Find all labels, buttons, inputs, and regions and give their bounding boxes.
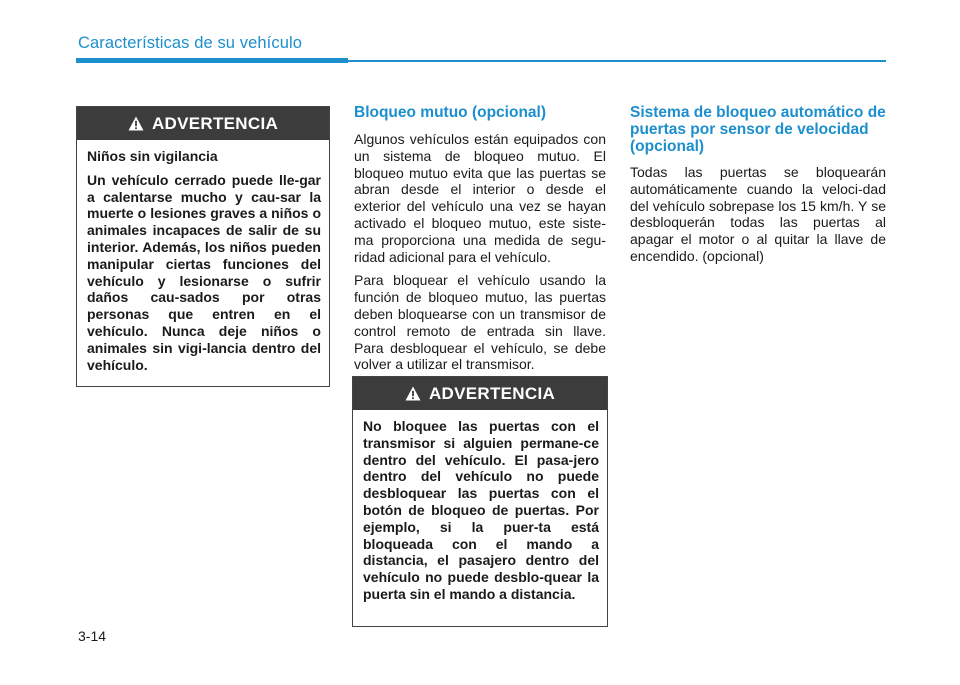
speed-lock-heading: Sistema de bloqueo automático de puertas por sensor de velocidad (opcional) — [630, 104, 886, 155]
warning-triangle-icon — [128, 116, 144, 131]
warning-box-transmitter — [352, 376, 608, 627]
warning-subtitle: Niños sin vigilancia — [87, 148, 218, 164]
mutual-lock-section — [354, 104, 606, 373]
page-number: 3-14 — [78, 628, 107, 644]
warning-header — [77, 107, 329, 140]
warning-title: ADVERTENCIA — [151, 113, 279, 133]
warning-box-children — [76, 106, 330, 387]
warning-text: No bloquee las puertas con el transmisor si alguien permane-ce dentro del vehículo. El pasa-jero dentro del vehículo no puede desbloquear las puertas con el botón de bloqueo de puertas. Por ejemplo, si la puer-ta está bloqueada con el mando a distancia, el pasajero dentro del vehículo no puede desblo-quear la puerta sin el mando a distancia. — [363, 418, 599, 602]
speed-lock-paragraph: Todas las puertas se bloquearán automáticamente cuando la veloci-dad del vehículo sobrepase los 15 km/h. Y se desbloquerán todas las puertas al apagar el motor o al quitar la llave de encendido. (opcional) — [630, 164, 886, 264]
warning-triangle-icon — [405, 386, 421, 401]
mutual-lock-paragraph-1: Algunos vehículos están equipados con un sistema de bloqueo mutuo. El bloqueo mutuo evita que las puertas se abran desde el interior o desde el exterior del vehículo una vez se hayan activado el bloqueo mutuo, este siste-ma proporciona una medida de segu-ridad adicional para el vehículo. — [354, 131, 606, 265]
warning-header — [353, 377, 607, 410]
header-rule-thick — [76, 58, 348, 63]
mutual-lock-paragraph-2: Para bloquear el vehículo usando la función de bloqueo mutuo, las puertas deben bloquearse con un transmisor de control remoto de entrada sin llave. Para desbloquear el vehículo, se debe volver a utilizar el transmisor. — [354, 272, 606, 373]
warning-text: Un vehículo cerrado puede lle-gar a calentarse mucho y cau-sar la muerte o lesiones graves a niños o animales incapaces de salir de su interior. Además, los niños pueden manipular ciertas funciones del vehículo y lesionarse o sufrir daños cau-sados por otras personas que entren en el vehículo. Nunca deje niños o animales sin vigi-lancia dentro del vehículo. — [87, 171, 321, 373]
mutual-lock-heading: Bloqueo mutuo (opcional) — [354, 104, 547, 121]
warning-title: ADVERTENCIA — [428, 383, 556, 403]
speed-lock-section — [630, 104, 886, 265]
section-header: Características de su vehículo — [78, 34, 303, 52]
header-rule-thin — [348, 60, 886, 62]
